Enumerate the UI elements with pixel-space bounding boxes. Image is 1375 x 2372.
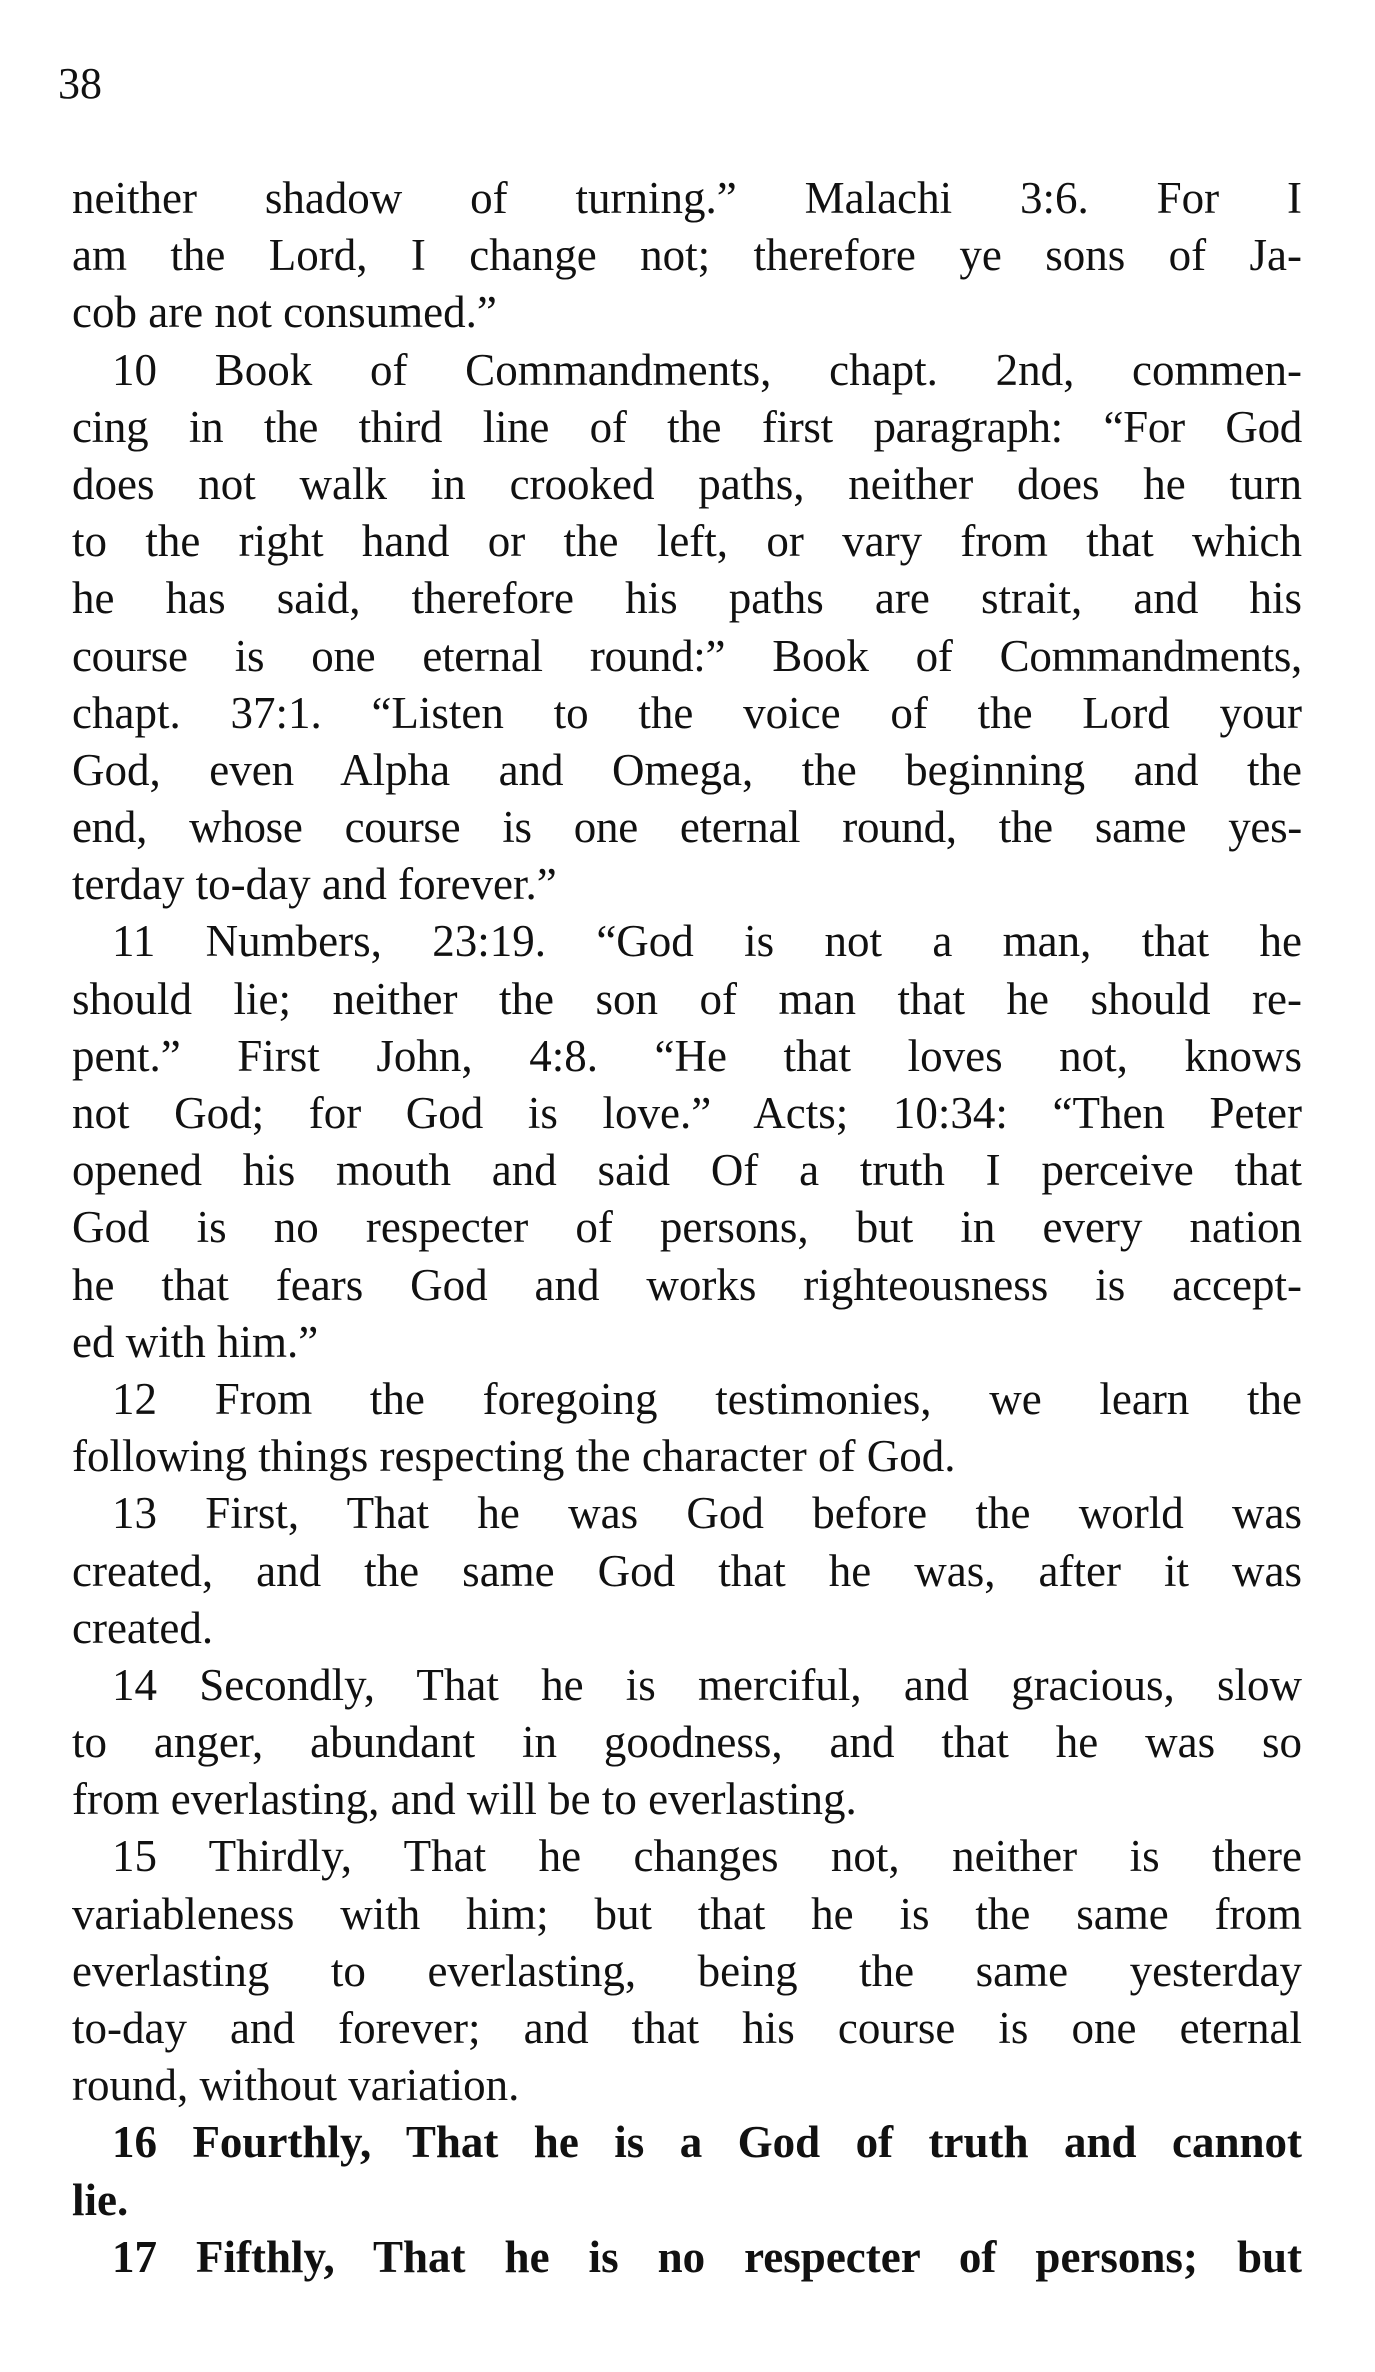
paragraph-start-10: 10 Book of Commandments, chapt. 2nd, commen- xyxy=(112,344,1302,395)
text-line: variableness with him; but that he is the same from xyxy=(72,1888,1302,1939)
text-line: cob are not consumed.” xyxy=(72,287,497,338)
text-line: from everlasting, and will be to everlasting. xyxy=(72,1774,857,1825)
text-line: to the right hand or the left, or vary from that which xyxy=(72,516,1302,567)
text-line: pent.” First John, 4:8. “He that loves not, knows xyxy=(72,1030,1302,1081)
text-line: he has said, therefore his paths are strait, and his xyxy=(72,573,1302,624)
text-line: am the Lord, I change not; therefore ye sons of Ja- xyxy=(72,230,1302,281)
paragraph-start-14: 14 Secondly, That he is merciful, and gracious, slow xyxy=(112,1659,1302,1710)
text-line: he that fears God and works righteousness is accept- xyxy=(72,1259,1302,1310)
text-line: does not walk in crooked paths, neither does he turn xyxy=(72,458,1302,509)
page-number: 38 xyxy=(58,59,102,108)
text-line: chapt. 37:1. “Listen to the voice of the Lord your xyxy=(72,687,1302,738)
text-line: not God; for God is love.” Acts; 10:34: “Then Peter xyxy=(72,1088,1302,1138)
text-line: to-day and forever; and that his course is one eternal xyxy=(72,2003,1302,2053)
text-line: to anger, abundant in goodness, and that he was so xyxy=(72,1717,1302,1768)
text-line: God is no respecter of persons, but in every nation xyxy=(72,1202,1302,1253)
text-line: cing in the third line of the first paragraph: “For God xyxy=(72,401,1302,452)
text-line: ed with him.” xyxy=(72,1316,319,1367)
text-line: round, without variation. xyxy=(72,2060,520,2111)
paragraph-start-12: 12 From the foregoing testimonies, we learn the xyxy=(112,1373,1302,1424)
text-line: created, and the same God that he was, after it was xyxy=(72,1545,1302,1596)
text-line: lie. xyxy=(72,2174,129,2225)
paragraph-start-16: 16 Fourthly, That he is a God of truth and cannot xyxy=(112,2117,1302,2168)
paragraph-start-13: 13 First, That he was God before the world was xyxy=(112,1488,1302,1539)
text-line: course is one eternal round:” Book of Commandments, xyxy=(72,630,1302,681)
text-line: end, whose course is one eternal round, the same yes- xyxy=(72,802,1302,853)
text-line: God, even Alpha and Omega, the beginning and the xyxy=(72,744,1302,795)
paragraph-start-15: 15 Thirdly, That he changes not, neither is there xyxy=(112,1831,1302,1882)
body-text xyxy=(72,170,1302,2286)
paragraph-start-17: 17 Fifthly, That he is no respecter of persons; but xyxy=(112,2231,1302,2282)
text-line: should lie; neither the son of man that he should re- xyxy=(72,973,1302,1024)
text-line: everlasting to everlasting, being the same yesterday xyxy=(72,1945,1302,1996)
text-line: created. xyxy=(72,1602,214,1653)
text-line: terday to-day and forever.” xyxy=(72,859,557,910)
text-line: following things respecting the character of God. xyxy=(72,1431,956,1482)
paragraph-start-11: 11 Numbers, 23:19. “God is not a man, that he xyxy=(112,916,1302,967)
text-line: opened his mouth and said Of a truth I perceive that xyxy=(72,1145,1302,1196)
text-line: neither shadow of turning.” Malachi 3:6. For I xyxy=(72,173,1302,223)
